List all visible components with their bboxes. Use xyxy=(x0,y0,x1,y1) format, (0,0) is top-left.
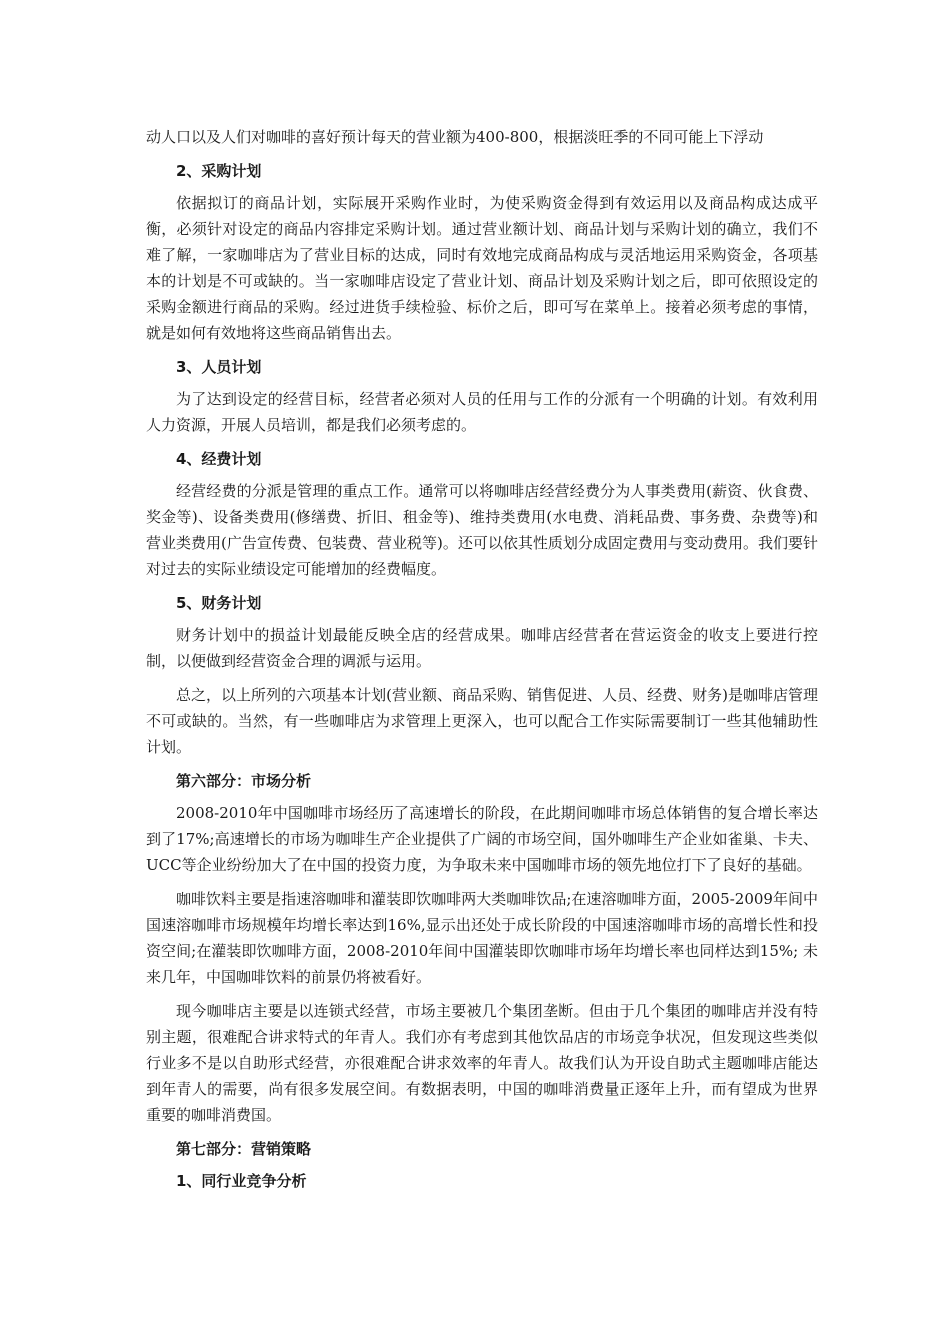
paragraph-staff-plan: 为了达到设定的经营目标，经营者必须对人员的任用与工作的分派有一个明确的计划。有效利用人力资源，开展人员培训，都是我们必须考虑的。 xyxy=(146,390,818,434)
paragraph-expense-plan: 经营经费的分派是管理的重点工作。通常可以将咖啡店经营经费分为人事类费用(薪资、伙食费、奖金等)、设备类费用(修缮费、折旧、租金等)、维持类费用(水电费、消耗品费、事务费、杂费等)和营业类费用(广告宣传费、包装费、营业税等)。还可以依其性质划分成固定费用与变动费用。我们要针对过去的实际业绩设定可能增加的经费幅度。 xyxy=(146,482,818,578)
paragraph-finance-plan: 财务计划中的损益计划最能反映全店的经营成果。咖啡店经营者在营运资金的收支上要进行控制，以便做到经营资金合理的调派与运用。 xyxy=(146,626,818,670)
heading-staff-plan: 3、人员计划 xyxy=(176,358,262,376)
heading-finance-plan: 5、财务计划 xyxy=(176,594,262,612)
paragraph-revenue-forecast: 动人口以及人们对咖啡的喜好预计每天的营业额为400-800，根据淡旺季的不同可能上下浮动 xyxy=(146,128,764,146)
heading-competitor-analysis: 1、同行业竞争分析 xyxy=(176,1172,307,1190)
heading-purchase-plan: 2、采购计划 xyxy=(176,162,262,180)
paragraph-coffee-drinks: 咖啡饮料主要是指速溶咖啡和灌装即饮咖啡两大类咖啡饮品;在速溶咖啡方面，2005-2009年间中国速溶咖啡市场规模年均增长率达到16%,显示出还处于成长阶段的中国速溶咖啡市场的高增长性和投资空间;在灌装即饮咖啡方面，2008-2010年间中国灌装即饮咖啡市场年均增长率也同样达到15%; 未来几年，中国咖啡饮料的前景仍将被看好。 xyxy=(146,890,818,986)
heading-market-analysis: 第六部分：市场分析 xyxy=(176,772,312,790)
paragraph-summary: 总之，以上所列的六项基本计划(营业额、商品采购、销售促进、人员、经费、财务)是咖啡店管理不可或缺的。当然，有一些咖啡店为求管理上更深入，也可以配合工作实际需要制订一些其他辅助性计划。 xyxy=(146,686,818,756)
paragraph-market-growth: 2008-2010年中国咖啡市场经历了高速增长的阶段，在此期间咖啡市场总体销售的复合增长率达到了17%;高速增长的市场为咖啡生产企业提供了广阔的市场空间，国外咖啡生产企业如雀巢、卡夫、UCC等企业纷纷加大了在中国的投资力度，为争取未来中国咖啡市场的领先地位打下了良好的基础。 xyxy=(146,804,818,874)
heading-expense-plan: 4、经费计划 xyxy=(176,450,262,468)
document-page xyxy=(146,124,818,1200)
paragraph-competition-status: 现今咖啡店主要是以连锁式经营，市场主要被几个集团垄断。但由于几个集团的咖啡店并没有特别主题，很难配合讲求特式的年青人。我们亦有考虑到其他饮品店的市场竞争状况，但发现这些类似行业多不是以自助形式经营，亦很难配合讲求效率的年青人。故我们认为开设自助式主题咖啡店能达到年青人的需要，尚有很多发展空间。有数据表明，中国的咖啡消费量正逐年上升，而有望成为世界重要的咖啡消费国。 xyxy=(146,1002,818,1124)
paragraph-purchase-plan: 依据拟订的商品计划，实际展开采购作业时，为使采购资金得到有效运用以及商品构成达成平衡，必须针对设定的商品内容排定采购计划。通过营业额计划、商品计划与采购计划的确立，我们不难了解，一家咖啡店为了营业目标的达成，同时有效地完成商品构成与灵活地运用采购资金，各项基本的计划是不可或缺的。当一家咖啡店设定了营业计划、商品计划及采购计划之后，即可依照设定的采购金额进行商品的采购。经过进货手续检验、标价之后，即可写在菜单上。接着必须考虑的事情，就是如何有效地将这些商品销售出去。 xyxy=(146,194,818,342)
heading-marketing-strategy: 第七部分：营销策略 xyxy=(176,1140,312,1158)
